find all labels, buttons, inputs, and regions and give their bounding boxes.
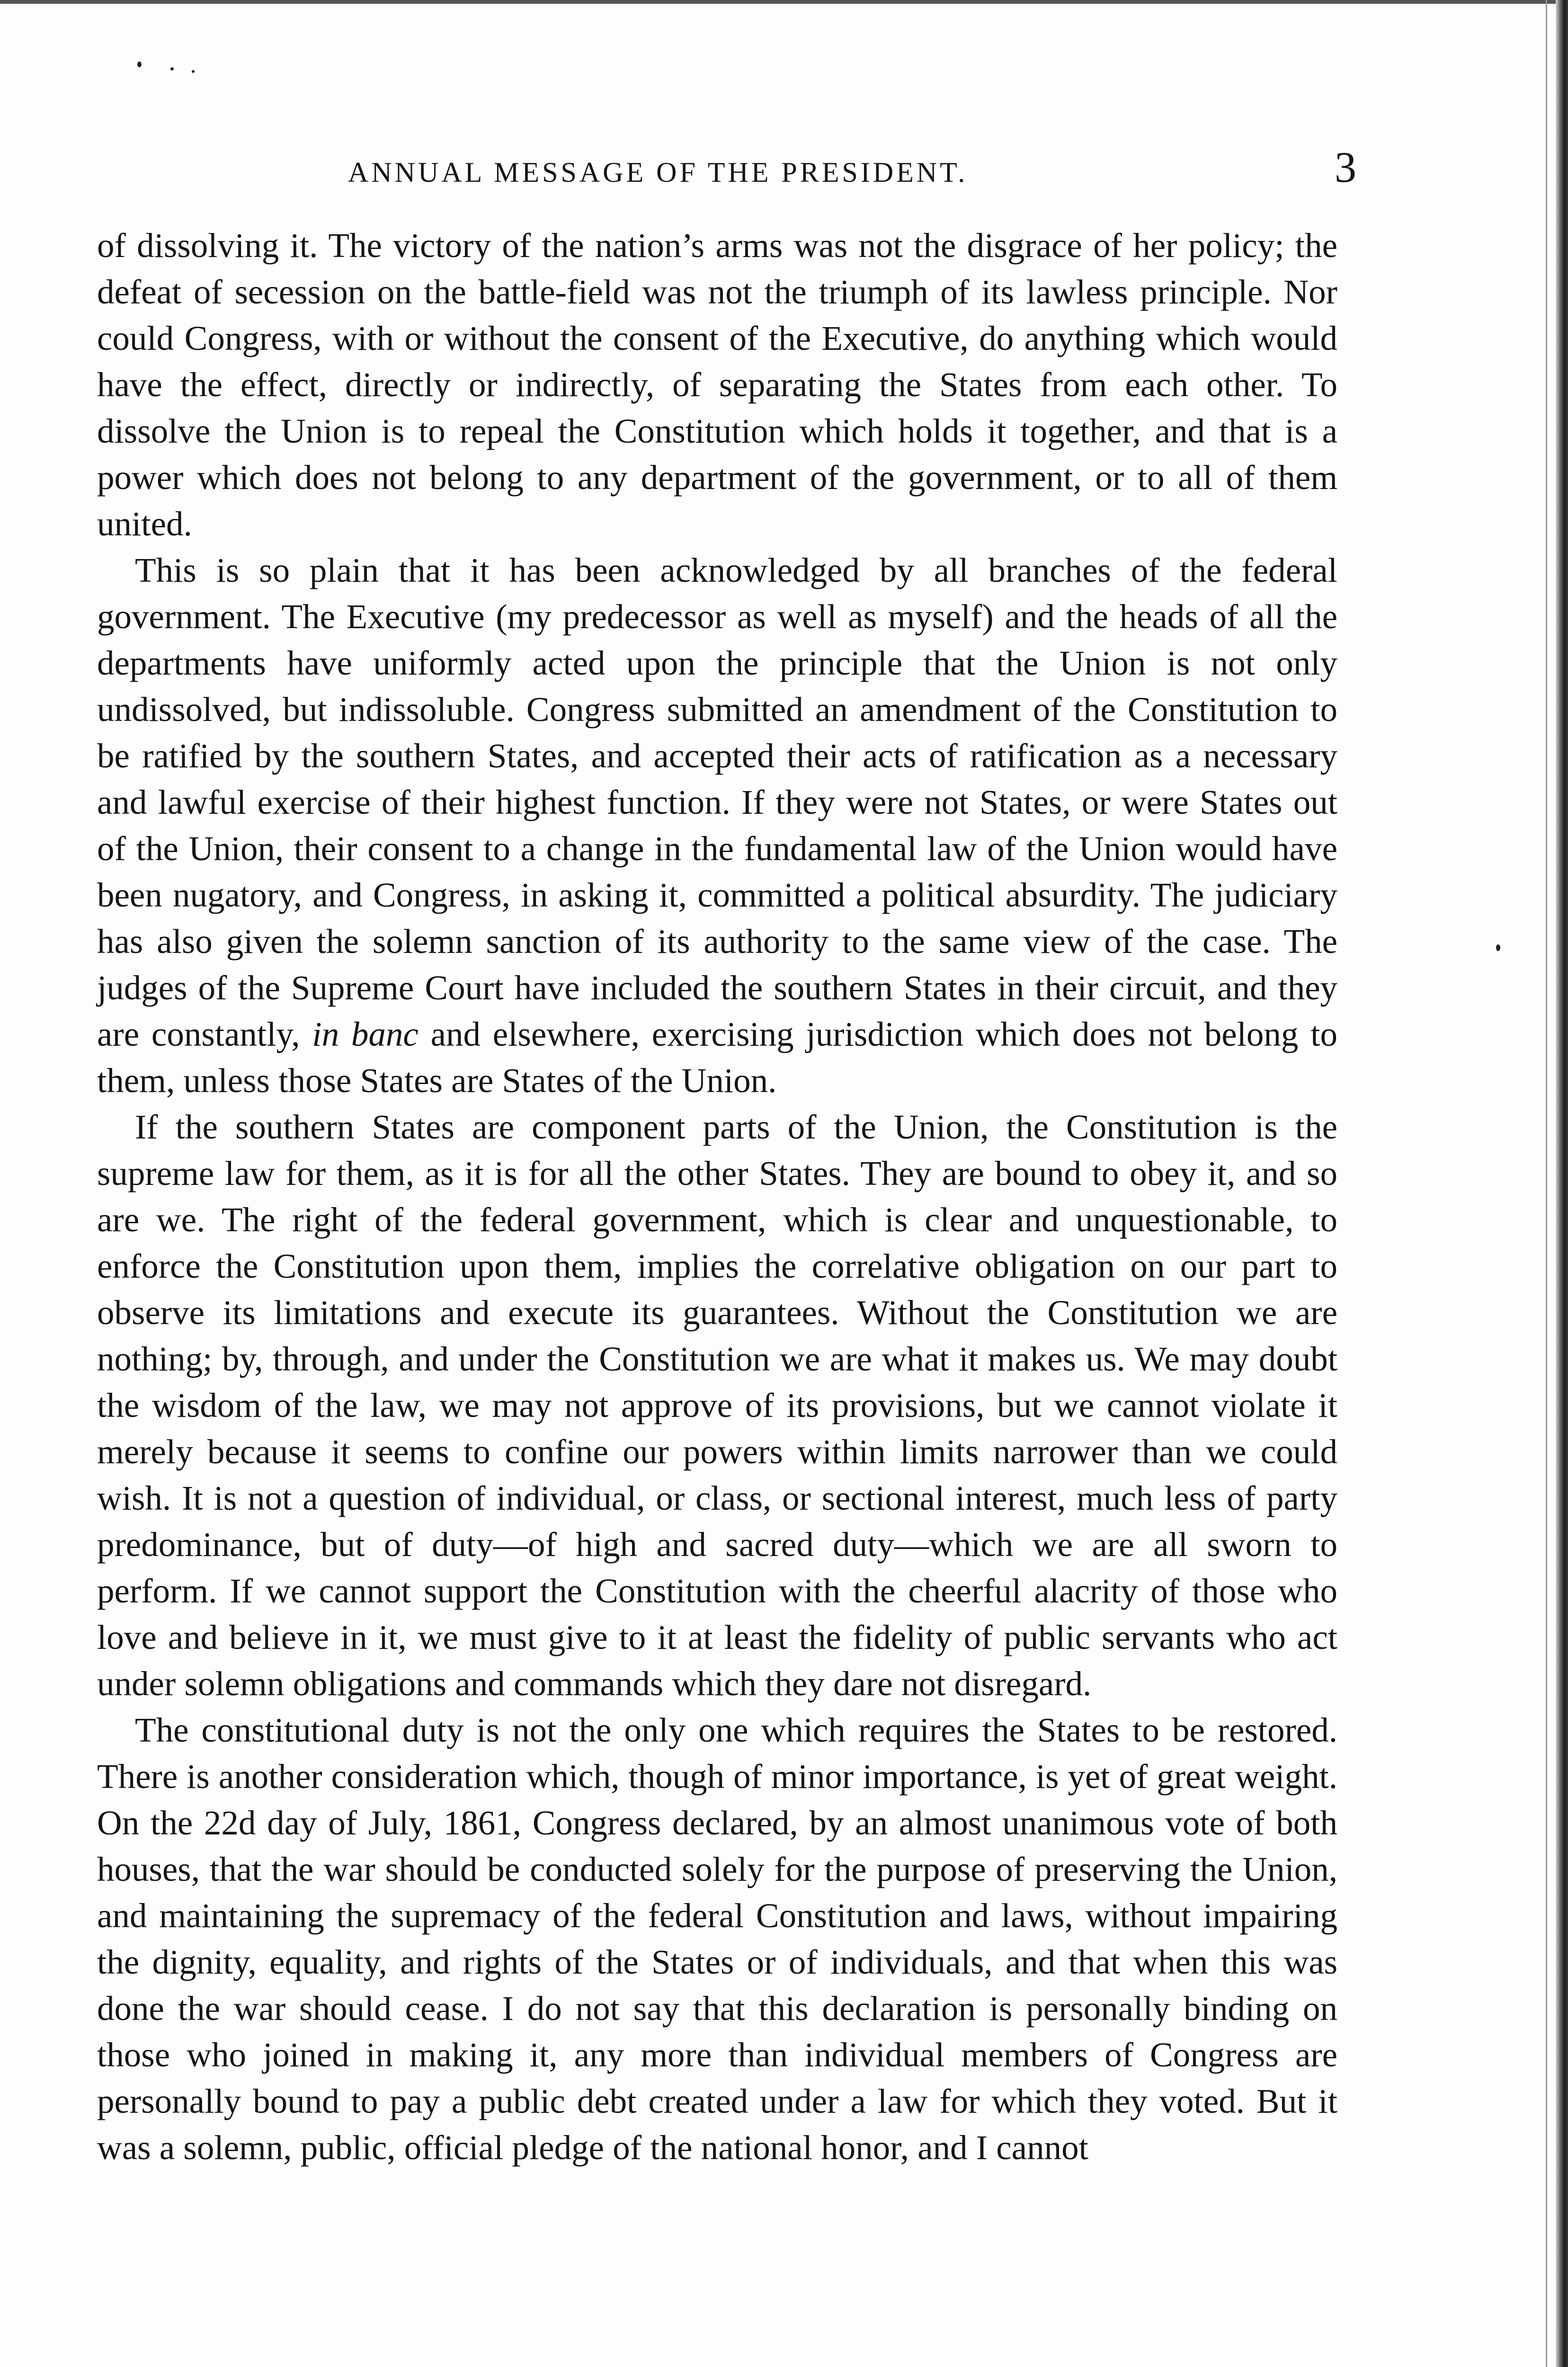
paragraph-2 bbox=[97, 547, 1337, 1104]
scan-binding-line bbox=[1546, 0, 1547, 2367]
ink-speck bbox=[137, 62, 142, 67]
ink-speck bbox=[192, 70, 195, 73]
page-header bbox=[97, 142, 1356, 194]
paragraph-3: If the southern States are component parts of the Union, the Constitution is the supreme law for them, as it is for all the other States. They are bound to obey it, and so are we. The right of the federal government, which is clear and unquestionable, to enforce the Constitution upon them, implies the correlative obligation on our part to observe its limitations and execute its guarantees. Without the Constitution we are nothing; by, through, and under the Constitution we are what it makes us. We may doubt the wisdom of the law, we may not approve of its provisions, but we cannot violate it merely because it seems to confine our powers within limits narrower than we could wish. It is not a question of individual, or class, or sectional interest, much less of party predominance, but of duty—of high and sacred duty—which we are all sworn to perform. If we cannot support the Constitution with the cheerful alacrity of those who love and believe in it, we must give to it at least the fidelity of public servants who act under solemn obligations and commands which they dare not disregard. bbox=[97, 1108, 1337, 1703]
paragraph-2-italic: in banc bbox=[312, 1015, 419, 1053]
scan-top-edge bbox=[0, 0, 1568, 4]
ink-speck bbox=[170, 67, 174, 71]
body-text bbox=[97, 222, 1337, 2171]
page-number: 3 bbox=[1335, 143, 1356, 191]
paragraph-2-part-2: and elsewhere, exercising jurisdiction which does not belong to them, unless those States are States of the Union. bbox=[97, 1015, 1337, 1100]
paragraph-4: The constitutional duty is not the only one which requires the States to be restored. There is another consideration which, though of minor importance, is yet of great weight. On the 22d day of July, 1861, Congress declared, by an almost unanimous vote of both houses, that the war should be conducted solely for the purpose of preserving the Union, and maintaining the supremacy of the federal Constitution and laws, without impairing the dignity, equality, and rights of the States or of individuals, and that when this was done the war should cease. I do not say that this declaration is personally binding on those who joined in making it, any more than individual members of Congress are personally bound to pay a public debt created under a law for which they voted. But it was a solemn, public, official pledge of the national honor, and I cannot bbox=[97, 1711, 1337, 2167]
paragraph-2-part-1: This is so plain that it has been acknowledged by all branches of the federal government. The Executive (my predecessor as well as myself) and the heads of all the departments have uniformly acted upon the principle that the Union is not only undissolved, but indissoluble. Congress submitted an amendment of the Constitution to be ratified by the southern States, and accepted their acts of ratification as a necessary and lawful exercise of their highest function. If they were not States, or were States out of the Union, their consent to a change in the fundamental law of the Union would have been nugatory, and Congress, in asking it, committed a political absurdity. The judiciary has also given the solemn sanction of its authority to the same view of the case. The judges of the Supreme Court have included the southern States in their circuit, and they are constantly, bbox=[97, 551, 1337, 1053]
ink-speck bbox=[1496, 944, 1500, 951]
scan-right-edge bbox=[1556, 0, 1568, 2367]
paragraph-1: of dissolving it. The victory of the nation’s arms was not the disgrace of her policy; the defeat of secession on the battle-field was not the triumph of its lawless principle. Nor could Congress, with or without the consent of the Executive, do anything which would have the effect, directly or indirectly, of separating the States from each other. To dissolve the Union is to repeal the Constitution which holds it together, and that is a power which does not belong to any department of the government, or to all of them united. bbox=[97, 226, 1337, 543]
running-head: ANNUAL MESSAGE OF THE PRESIDENT. bbox=[348, 157, 968, 188]
